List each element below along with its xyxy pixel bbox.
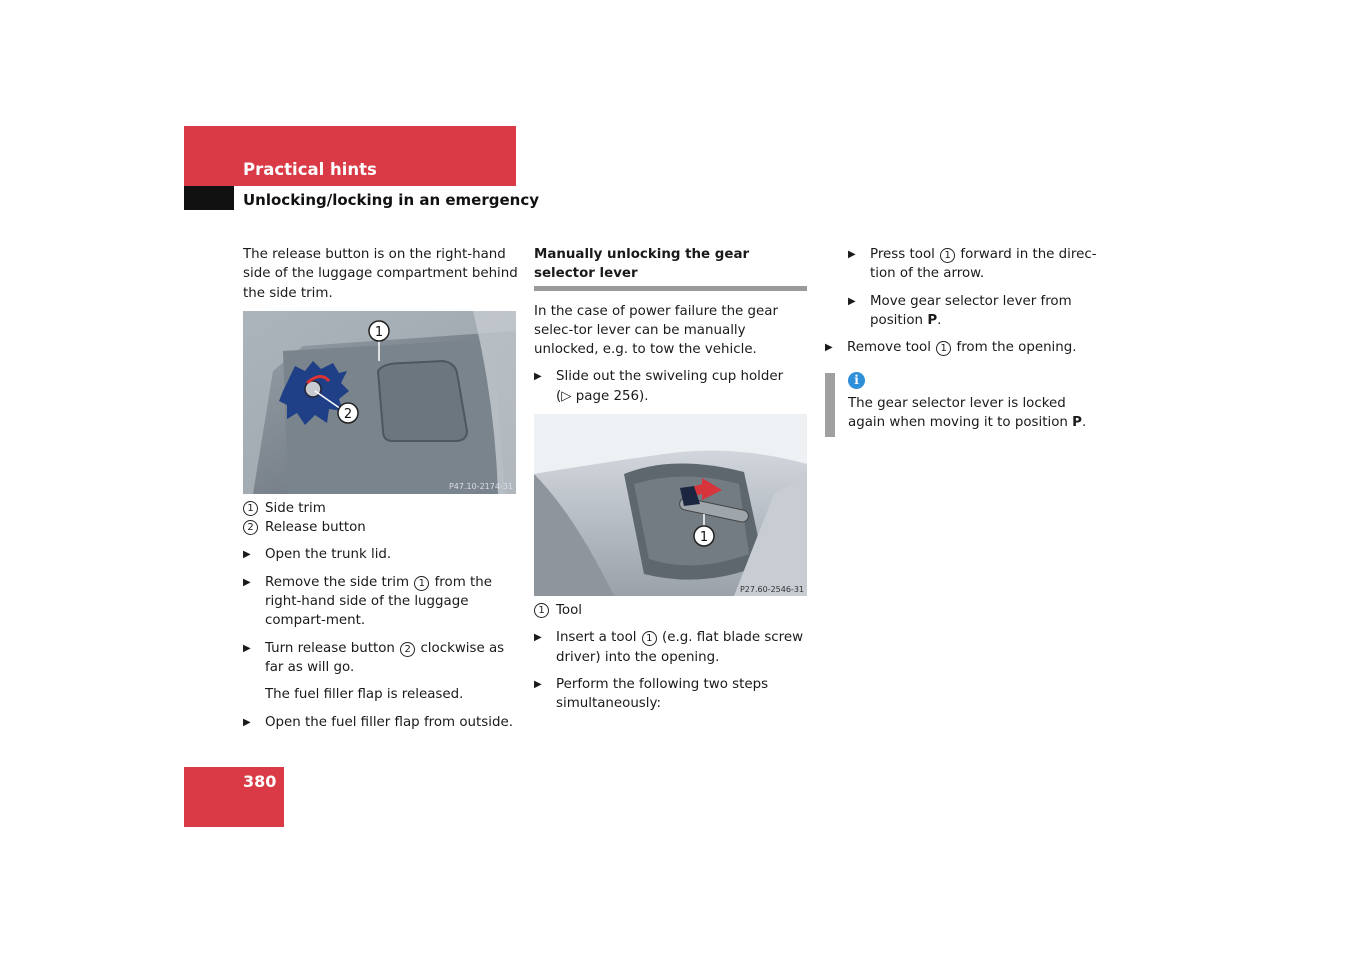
intro-text: The release button is on the right-hand side of the luggage compartment behind the side trim. [243,247,518,301]
svg-text:1: 1 [374,324,384,340]
legend-label: Side trim [265,500,326,516]
step-item [243,573,518,631]
legend-item [534,601,809,620]
bullet-icon: ▶ [534,371,542,383]
header-marker [184,186,234,210]
step-item [825,338,1100,357]
callout-number: 2 [243,520,258,535]
callout-number: 2 [400,642,415,657]
step-text: Press tool [870,247,935,262]
callout-number: 1 [940,248,955,263]
step-item [243,639,518,678]
right-column [825,245,1100,357]
bullet-icon: ▶ [243,549,251,561]
bullet-icon: ▶ [243,642,251,654]
legend-label: Tool [556,603,583,619]
step-text: Perform the following two steps simultaneously: [556,676,769,712]
info-text: . [1081,415,1087,431]
result-text: The fuel filler flap is released. [265,687,464,703]
page-reference: (▷ page 256). [556,388,649,404]
bullet-icon: ▶ [825,342,833,354]
console-illustration-svg [534,414,807,596]
svg-text:1: 1 [699,530,709,546]
middle-column [534,245,809,714]
step-text: clockwise as far as will go. [265,640,505,675]
step-item [534,367,809,406]
callout-number: 1 [534,603,549,618]
bullet-icon: ▶ [848,295,856,307]
step-text: Remove tool [847,340,931,356]
step-item [534,675,809,714]
bullet-icon: ▶ [534,678,542,690]
callout-number: 1 [243,501,258,516]
info-note [848,394,1103,433]
trunk-illustration-svg [243,311,516,494]
info-icon: i [848,372,865,389]
callout-number: 1 [642,631,657,646]
step-text: Open the fuel filler flap from outside. [265,714,513,730]
step-item [243,545,518,564]
info-text: The gear selector lever is locked again when moving it to position [848,396,1068,431]
step-text: Insert a tool [556,630,637,646]
bullet-icon: ▶ [243,716,251,728]
page-subtitle: Unlocking/locking in an emergency [243,191,540,209]
bullet-icon: ▶ [243,576,251,588]
left-column [243,245,518,732]
console-illustration [534,414,807,596]
section-heading: Manually unlocking the gear selector lever [534,247,750,282]
legend-label: Release button [265,520,366,536]
legend-item [243,499,518,518]
sub-step-item [848,245,1100,284]
step-text: . [937,312,942,328]
callout-number: 1 [936,341,951,356]
section-title: Practical hints [243,160,377,179]
step-text: Open the trunk lid. [265,547,392,563]
step-text: from the right-hand side of the luggage compart-ment. [265,574,492,629]
position-label: P [1072,415,1082,431]
svg-text:2: 2 [343,406,353,422]
step-text: (e.g. flat blade screw driver) into the opening. [556,630,804,665]
step-item [243,713,518,732]
bullet-icon: ▶ [848,249,856,260]
callout-number: 1 [414,576,429,591]
image-code: P27.60-2546-31 [739,585,804,595]
step-item [534,628,809,667]
step-text: Move gear selector lever from position [870,293,1072,328]
bullet-icon: ▶ [534,632,542,644]
sub-step-item [848,292,1100,331]
step-text: Slide out the swiveling cup holder [556,369,784,385]
step-text: Remove the side trim [265,574,410,590]
heading-rule [534,286,807,291]
position-label: P [927,312,938,328]
legend-list [534,601,809,620]
image-code: P47.10-2174-31 [448,481,513,491]
step-text: forward in the direc-tion of the arrow. [870,247,1097,282]
step-text: Turn release button [265,640,395,656]
legend-item [243,518,518,537]
legend-list [243,499,518,538]
info-bar [825,373,835,437]
step-text: from the opening. [956,340,1077,356]
page-number: 380 [243,772,277,791]
trunk-illustration [243,311,516,494]
intro-paragraph: In the case of power failure the gear selec-tor lever can be manually unlocked, e.g. to tow the vehicle. [534,303,779,358]
